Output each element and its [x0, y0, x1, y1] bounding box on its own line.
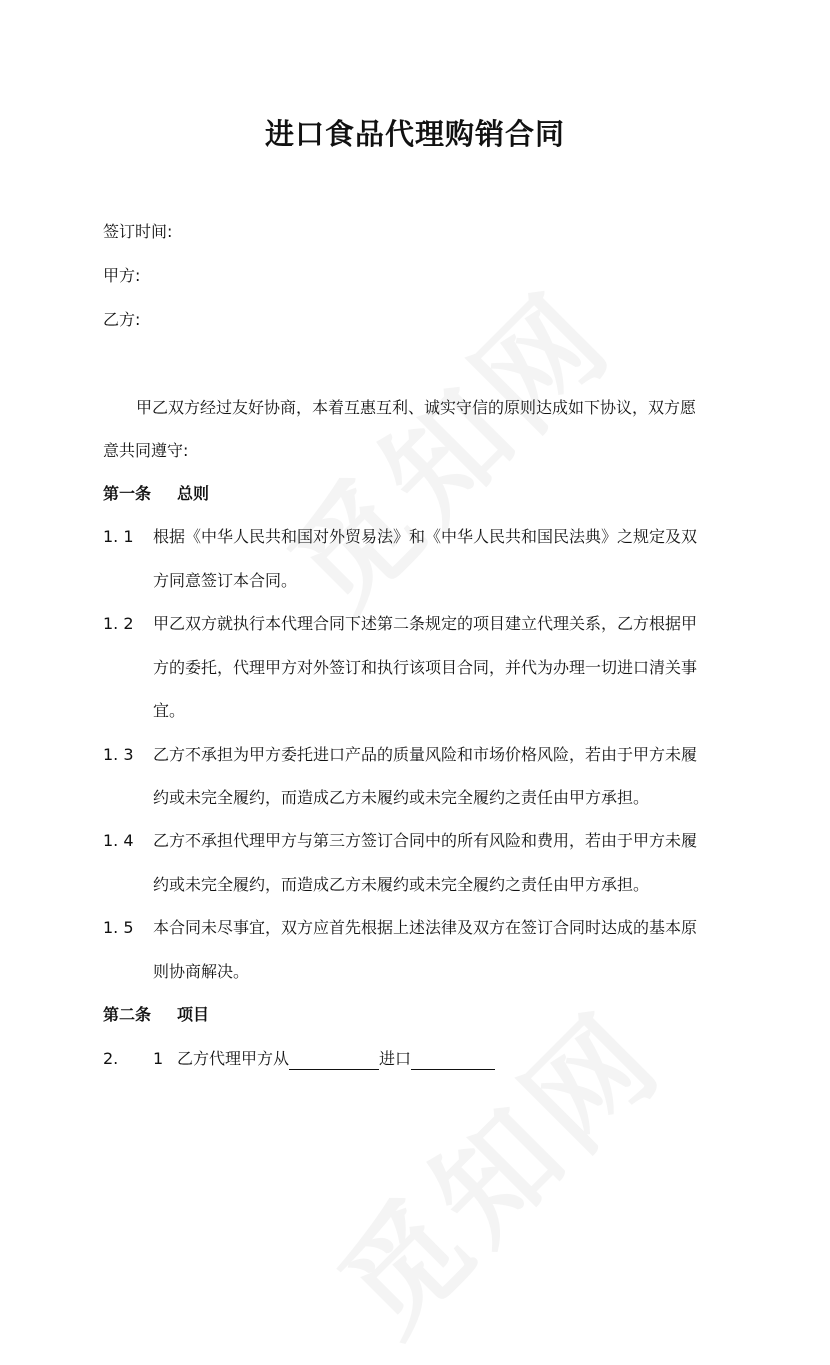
clause-number: 1	[153, 1049, 164, 1068]
clause-number: 1. 5	[103, 918, 134, 937]
party-b-label: 乙方:	[103, 310, 141, 329]
sign-time-label: 签订时间:	[103, 222, 173, 241]
clause-text: 则协商解决。	[153, 962, 250, 981]
clause-number: 1. 4	[103, 831, 134, 850]
clause-text: 约或未完全履约，而造成乙方未履约或未完全履约之责任由甲方承担。	[153, 875, 650, 894]
intro-line-1: 甲乙双方经过友好协商，本着互惠互利、诚实守信的原则达成如下协议，双方愿	[136, 398, 697, 417]
blank-field[interactable]	[411, 1051, 495, 1070]
article-2-heading: 项目	[177, 1005, 210, 1024]
article-1-label: 第一条	[103, 484, 152, 503]
article-1-heading: 总则	[177, 484, 210, 503]
clause-text: 乙方不承担为甲方委托进口产品的质量风险和市场价格风险，若由于甲方未履	[153, 745, 698, 764]
clause-text-part: 进口	[379, 1049, 412, 1068]
clause-text: 乙方不承担代理甲方与第三方签订合同中的所有风险和费用，若由于甲方未履	[153, 831, 698, 850]
clause-text: 约或未完全履约，而造成乙方未履约或未完全履约之责任由甲方承担。	[153, 788, 650, 807]
clause-number: 1. 1	[103, 527, 134, 546]
watermark	[296, 967, 693, 1364]
clause-text	[177, 1048, 495, 1070]
clause-text: 根据《中华人民共和国对外贸易法》和《中华人民共和国民法典》之规定及双	[153, 527, 698, 546]
clause-number: 1. 2	[103, 614, 134, 633]
clause-text-part: 乙方代理甲方从	[177, 1049, 290, 1068]
clause-number: 1. 3	[103, 745, 134, 764]
clause-text: 宜。	[153, 701, 186, 720]
article-2-label: 第二条	[103, 1005, 152, 1024]
clause-text: 甲乙双方就执行本代理合同下述第二条规定的项目建立代理关系，乙方根据甲	[153, 614, 698, 633]
party-a-label: 甲方:	[103, 266, 141, 285]
document-title: 进口食品代理购销合同	[264, 117, 565, 151]
watermark	[246, 247, 643, 644]
blank-field[interactable]	[289, 1051, 379, 1070]
clause-text: 本合同未尽事宜，双方应首先根据上述法律及双方在签订合同时达成的基本原	[153, 918, 698, 937]
clause-number: 2.	[103, 1049, 119, 1068]
intro-line-2: 意共同遵守:	[103, 441, 189, 460]
clause-text: 方同意签订本合同。	[153, 571, 298, 590]
clause-text: 方的委托，代理甲方对外签订和执行该项目合同，并代为办理一切进口清关事	[153, 658, 698, 677]
